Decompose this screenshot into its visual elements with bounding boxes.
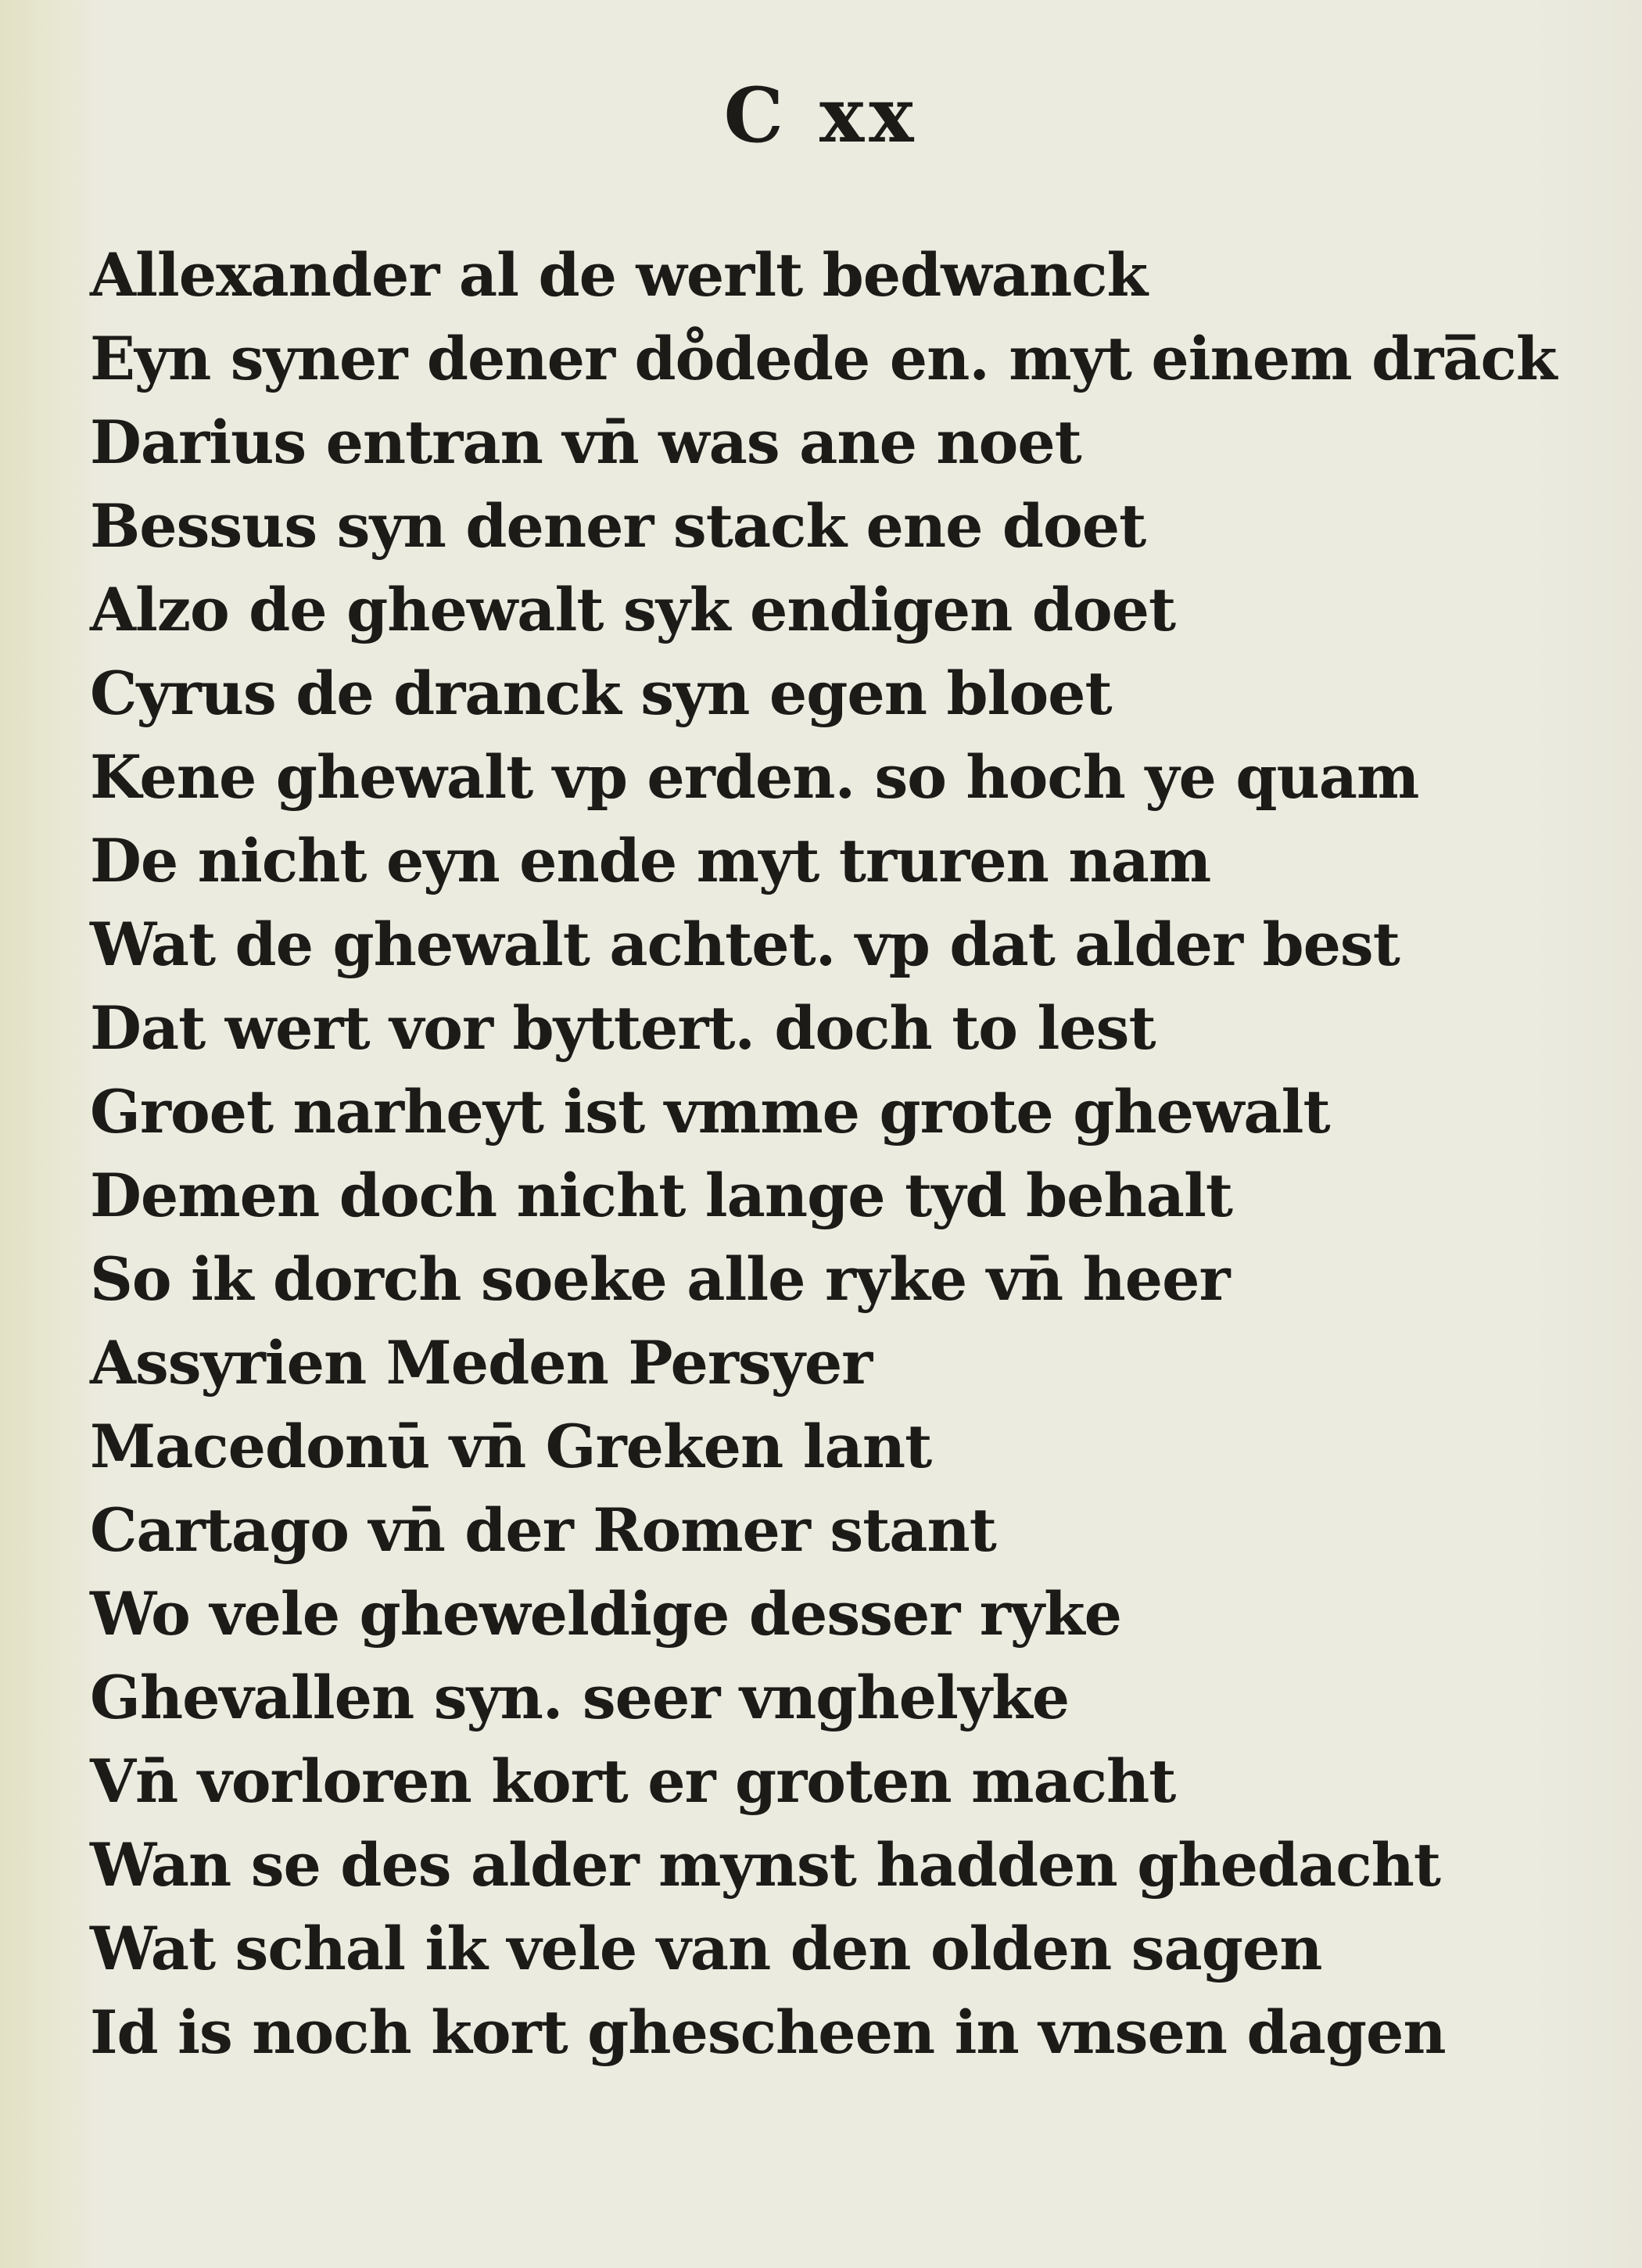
verse-block [90,233,1576,2074]
verse-line: Kene ghewalt vp erden. so hoch ye quam [90,742,1419,812]
verse-line: Wat de ghewalt achtet. vp dat alder best [90,910,1400,979]
folio-number: xx [819,71,919,160]
verse-line: Eyn syner dener do̊dede en. myt einem dra̅ck [90,324,1557,393]
verse-line: Wat schal ik vele van den olden sagen [90,1914,1322,1983]
verse-line: Groet narheyt ist vmme grote ghewalt [90,1077,1330,1147]
verse-line: Vn̄ vorloren kort er groten macht [90,1746,1176,1816]
verse-line: Wo vele gheweldige desser ryke [90,1579,1121,1649]
verse-line: Ghevallen syn. seer vnghelyke [90,1663,1070,1732]
verse-line: De nicht eyn ende myt truren nam [90,826,1211,895]
verse-line: Allexander al de werlt bedwanck [90,240,1148,310]
verse-line: So ik dorch soeke alle ryke vn̄ heer [90,1244,1230,1314]
verse-line: Cartago vn̄ der Romer stant [90,1495,996,1565]
verse-line: Wan se des alder mynst hadden ghedacht [90,1830,1440,1900]
verse-line: Macedonū vn̄ Greken lant [90,1412,932,1481]
verse-line: Alzo de ghewalt syk endigen doet [90,575,1176,644]
verse-line: Dat wert vor byttert. doch to lest [90,993,1156,1063]
header-letter: C [723,71,788,160]
verse-line: Id is noch kort ghescheen in vnsen dagen [90,1997,1446,2067]
verse-line: Darius entran vn̄ was ane noet [90,407,1081,477]
verse-line: Bessus syn dener stack ene doet [90,491,1146,561]
page-header [0,71,1642,160]
verse-line: Demen doch nicht lange tyd behalt [90,1161,1232,1230]
verse-line: Assyrien Meden Persyer [90,1328,873,1398]
verse-line: Cyrus de dranck syn egen bloet [90,659,1112,728]
